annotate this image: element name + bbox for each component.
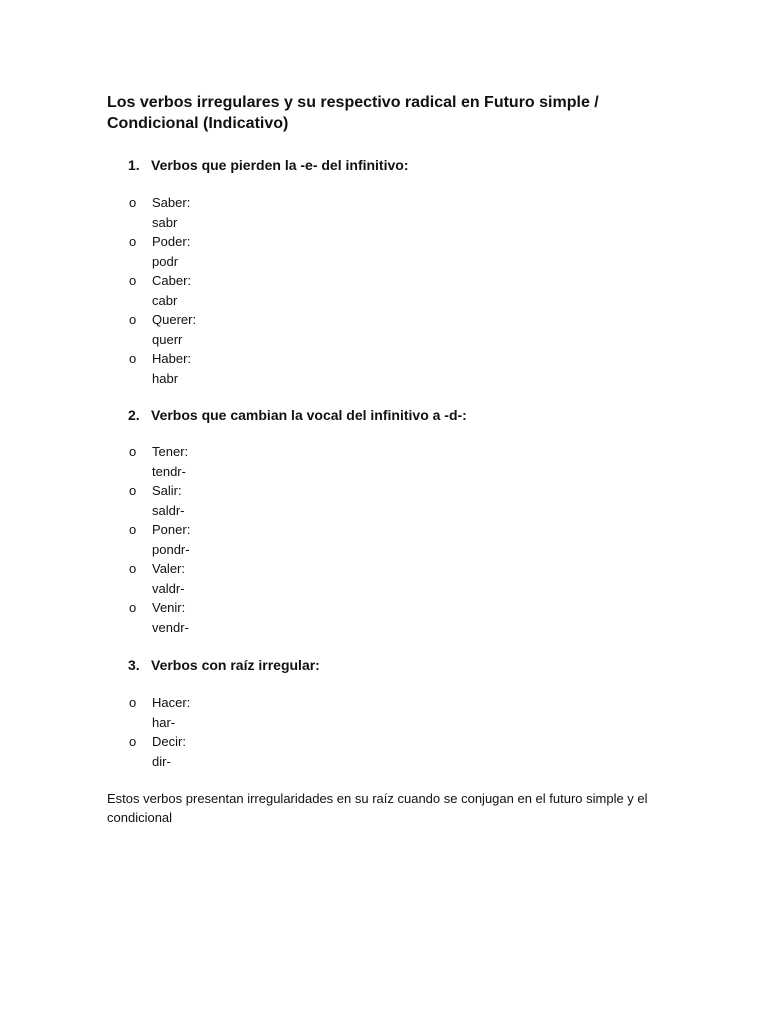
bullet-marker: o <box>129 561 137 576</box>
section-3 <box>128 656 688 771</box>
section-number: 2. <box>128 407 140 423</box>
bullet-marker: o <box>129 234 137 249</box>
section-heading <box>128 406 688 424</box>
verb-stem: dir- <box>152 753 171 769</box>
section-number: 3. <box>128 657 140 673</box>
closing-paragraph: Estos verbos presentan irregularidades en su raíz cuando se conjugan en el futuro simple y el condicional <box>107 791 648 825</box>
verb-infinitive: Valer: <box>152 561 185 576</box>
list-item <box>128 520 688 559</box>
verb-stem: saldr- <box>152 502 185 518</box>
list-item <box>128 442 688 481</box>
verb-stem: querr <box>152 331 183 347</box>
bullet-marker: o <box>129 734 137 749</box>
list-item <box>128 693 688 732</box>
section-heading <box>128 656 688 674</box>
section-number: 1. <box>128 157 140 173</box>
verb-list <box>128 193 688 388</box>
verb-stem: vendr- <box>152 619 189 635</box>
bullet-marker: o <box>129 444 137 459</box>
verb-infinitive: Salir: <box>152 483 182 498</box>
verb-stem: sabr <box>152 214 178 230</box>
verb-infinitive: Caber: <box>152 273 192 288</box>
verb-stem: har- <box>152 714 176 730</box>
verb-stem: valdr- <box>152 580 185 596</box>
bullet-marker: o <box>129 483 137 498</box>
list-item <box>128 481 688 520</box>
section-heading <box>128 156 688 174</box>
list-item <box>128 310 688 349</box>
bullet-marker: o <box>129 195 137 210</box>
section-1 <box>128 156 688 388</box>
bullet-marker: o <box>129 273 137 288</box>
section-heading-text: Verbos que pierden la -e- del infinitivo: <box>151 157 409 173</box>
verb-infinitive: Decir: <box>152 734 186 749</box>
section-2 <box>128 406 688 637</box>
list-item <box>128 232 688 271</box>
verb-infinitive: Querer: <box>152 312 197 327</box>
bullet-marker: o <box>129 522 137 537</box>
verb-infinitive: Tener: <box>152 444 189 459</box>
verb-stem: cabr <box>152 292 178 308</box>
document-title: Los verbos irregulares y su respectivo radical en Futuro simple / Condicional (Indicativo) <box>107 94 599 132</box>
verb-stem: pondr- <box>152 541 190 557</box>
verb-list <box>128 442 688 637</box>
list-item <box>128 271 688 310</box>
section-heading-text: Verbos con raíz irregular: <box>151 657 320 673</box>
list-item <box>128 349 688 388</box>
verb-infinitive: Saber: <box>152 195 191 210</box>
bullet-marker: o <box>129 600 137 615</box>
verb-infinitive: Venir: <box>152 600 186 615</box>
verb-infinitive: Haber: <box>152 351 192 366</box>
bullet-marker: o <box>129 695 137 710</box>
bullet-marker: o <box>129 351 137 366</box>
list-item <box>128 193 688 232</box>
list-item <box>128 598 688 637</box>
bullet-marker: o <box>129 312 137 327</box>
verb-stem: habr <box>152 370 179 386</box>
verb-infinitive: Poner: <box>152 522 191 537</box>
verb-infinitive: Poder: <box>152 234 191 249</box>
verb-list <box>128 693 688 771</box>
verb-stem: tendr- <box>152 463 186 479</box>
list-item <box>128 732 688 771</box>
list-item <box>128 559 688 598</box>
verb-infinitive: Hacer: <box>152 695 191 710</box>
section-heading-text: Verbos que cambian la vocal del infinitivo a -d-: <box>151 407 467 423</box>
verb-stem: podr <box>152 253 179 269</box>
